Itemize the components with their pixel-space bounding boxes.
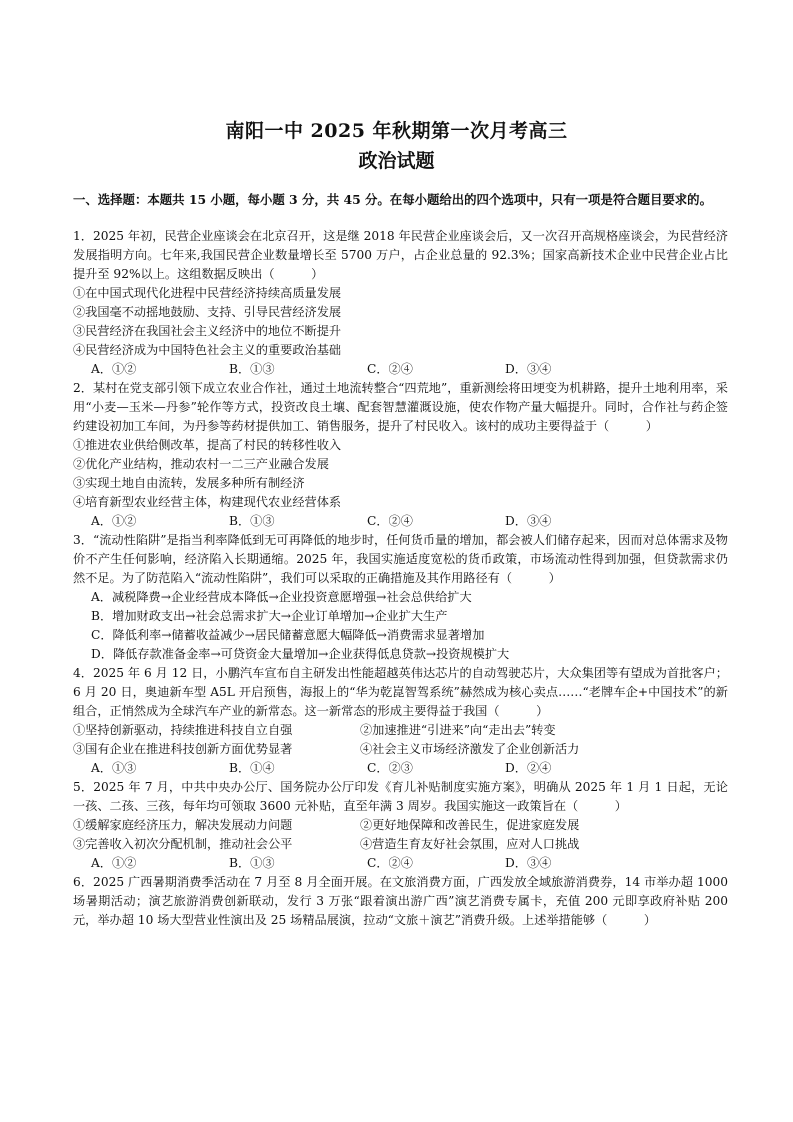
statement-2: ②优化产业结构，推动农村一二三产业融合发展 (73, 457, 329, 471)
statement-4: ④培育新型农业经营主体，构建现代农业经营体系 (73, 495, 342, 509)
options-row (73, 360, 728, 379)
option-a[interactable]: A．减税降费→企业经营成本降低→企业投资意愿增强→社会总供给扩大 (91, 590, 472, 604)
section-heading: 一、选择题：本题共 15 小题，每小题 3 分，共 45 分。在每小题给出的四个选项中，只有一项是符合题目要求的。 (73, 192, 712, 207)
option-a[interactable]: A．①③ (91, 761, 137, 775)
question-5-stem: 5．2025 年 7 月，中共中央办公厅、国务院办公厅印发《育儿补贴制度实施方案》，明确从 2025 年 1 月 1 日起，无论一孩、二孩、三孩，每年均可领取 3600 元补贴，直至年满 3 周岁。我国实施这一政策旨在（ ） (73, 780, 728, 813)
question-3-stem: 3．“流动性陷阱”是指当利率降低到无可再降低的地步时，任何货币量的增加，都会被人们储存起来，因而对总体需求及物价不产生任何影响，经济陷入长期通缩。2025 年，我国实施适度宽松的货币政策，市场流动性得到加强，但贷款需求仍然不足。为了防范陷入“流动性陷阱”，我们可以采取的正确措施及其作用路径有（ ） (73, 533, 728, 585)
question-1 (73, 227, 728, 379)
statement-3: ③实现土地自由流转，发展多种所有制经济 (73, 476, 305, 490)
question-6-stem: 6．2025 广西暑期消费季活动在 7 月至 8 月全面开展。在文旅消费方面，广西发放全域旅游消费券，14 市举办超 1000 场暑期活动；演艺旅游消费创新联动，发行 3 万张“跟着演出游广西”演艺消费专属卡，充值 200 元即享政府补贴 200 元，举办超 10 场大型营业性演出及 25 场精品展演，拉动“文旅＋演艺”消费升级。上述举措能够（ ） (73, 875, 728, 927)
option-a[interactable]: A．①② (91, 514, 137, 528)
question-1-stem: 1．2025 年初，民营企业座谈会在北京召开，这是继 2018 年民营企业座谈会后，又一次召开高规格座谈会，为民营经济发展指明方向。七年来,我国民营企业数量增长至 5700 万户，占企业总量的 92.3%；国家高新技术企业中民营企业占比提升至 92%以上。这组数据反映出（ ） (73, 229, 728, 281)
statements-row (73, 740, 728, 759)
option-b[interactable]: B．①④ (229, 761, 275, 775)
option-d[interactable]: D．③④ (505, 856, 552, 870)
statement-1: ①推进农业供给侧改革，提高了村民的转移性收入 (73, 438, 342, 452)
exam-title: 南阳一中 2025 年秋期第一次月考高三 (225, 120, 568, 142)
question-4-stem: 4．2025 年 6 月 12 日，小鹏汽车宣布自主研发出性能超越英伟达芯片的自动驾驶芯片，大众集团等有望成为首批客户；6 月 20 日，奥迪新车型 A5L 开启预售，海报上的“华为乾崑智驾系统”赫然成为核心卖点……“老牌车企+中国技术”的新组合，正悄然成为全球汽车产业的新常态。这一新常态的形成主要得益于我国（ ） (73, 666, 728, 718)
question-6 (73, 873, 728, 930)
option-c[interactable]: C．②④ (367, 362, 413, 376)
statement-3: ③国有企业在推进科技创新方面优势显著 (73, 742, 293, 756)
options-row (73, 759, 728, 778)
question-3 (73, 531, 728, 664)
options-row (73, 512, 728, 531)
option-d[interactable]: D．②④ (505, 761, 552, 775)
statement-2: ②加速推进“引进来”向“走出去”转变 (360, 723, 556, 737)
option-a[interactable]: A．①② (91, 362, 137, 376)
option-d[interactable]: D．降低存款准备金率→可贷资金大量增加→企业获得低息贷款→投资规模扩大 (91, 647, 510, 661)
option-b[interactable]: B．①③ (229, 856, 275, 870)
statement-1: ①在中国式现代化进程中民营经济持续高质量发展 (73, 286, 342, 300)
statement-1: ①坚持创新驱动，持续推进科技自立自强 (73, 723, 293, 737)
statement-2: ②我国毫不动摇地鼓励、支持、引导民营经济发展 (73, 305, 342, 319)
question-5 (73, 778, 728, 873)
statements-row (73, 816, 728, 835)
question-4 (73, 664, 728, 778)
statement-4: ④社会主义市场经济激发了企业创新活力 (360, 742, 580, 756)
exam-subtitle: 政治试题 (358, 150, 435, 172)
statement-3: ③民营经济在我国社会主义经济中的地位不断提升 (73, 324, 342, 338)
option-b[interactable]: B．①③ (229, 362, 275, 376)
option-b[interactable]: B．增加财政支出→社会总需求扩大→企业订单增加→企业扩大生产 (91, 609, 448, 623)
statement-1: ①缓解家庭经济压力，解决发展动力问题 (73, 818, 293, 832)
option-c[interactable]: C．②④ (367, 856, 413, 870)
option-a[interactable]: A．①② (91, 856, 137, 870)
questions (73, 227, 728, 930)
question-2-stem: 2．某村在党支部引领下成立农业合作社，通过土地流转整合“四荒地”，重新测绘将田埂变为机耕路，提升土地利用率，采用“小麦—玉米—丹参”轮作等方式，投资改良土壤、配套智慧灌溉设施，使农作物产量大幅提升。同时，合作社与药企签约建设初加工车间，为丹参等药材提供加工、销售服务，提升了村民收入。该村的成功主要得益于（ ） (73, 381, 728, 433)
statement-4: ④营造生育友好社会氛围，应对人口挑战 (360, 837, 580, 851)
options-row (73, 854, 728, 873)
statement-4: ④民营经济成为中国特色社会主义的重要政治基础 (73, 343, 342, 357)
option-c[interactable]: C．降低利率→储蓄收益减少→居民储蓄意愿大幅降低→消费需求显著增加 (91, 628, 485, 642)
statements-row (73, 721, 728, 740)
option-c[interactable]: C．②④ (367, 514, 413, 528)
statement-3: ③完善收入初次分配机制，推动社会公平 (73, 837, 293, 851)
question-2 (73, 379, 728, 531)
option-c[interactable]: C．②③ (367, 761, 413, 775)
option-d[interactable]: D．③④ (505, 514, 552, 528)
option-b[interactable]: B．①③ (229, 514, 275, 528)
statements-row (73, 835, 728, 854)
statement-2: ②更好地保障和改善民生，促进家庭发展 (360, 818, 580, 832)
option-d[interactable]: D．③④ (505, 362, 552, 376)
